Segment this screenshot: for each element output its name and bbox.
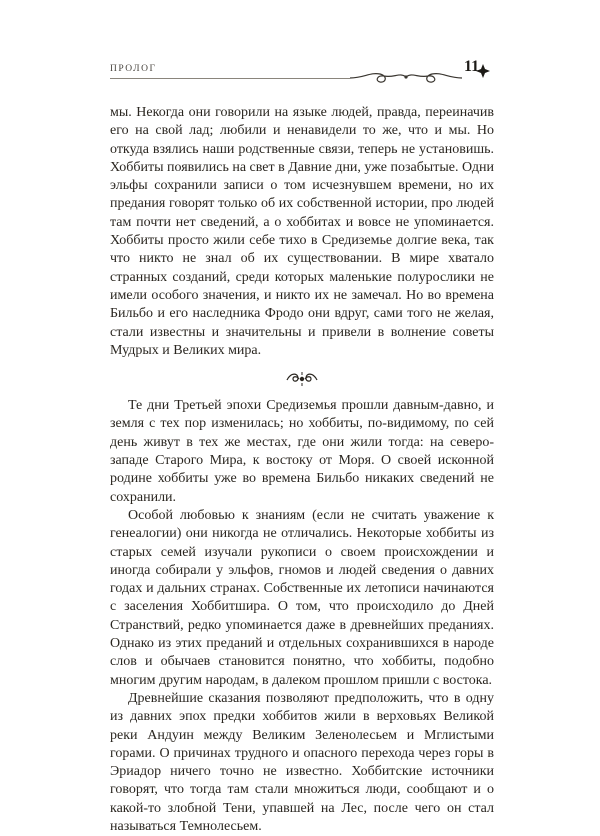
paragraph: Древнейшие сказания позволяют предположить, что в одну из давних эпох предки хоббитов жили в верховьях Великой реки Андуин между Великим Зеленолесьем и Мглистыми горами. О причинах трудного и опасного перехода через горы в Эриадор ничего точно не известно. Хоббитские источники говорят, что тогда там стали множиться люди, сообщают и о какой-то злобной Тени, упавшей на Лес, после чего он стал называться Темнолесьем.: [110, 690, 494, 834]
page-number: 11: [464, 58, 480, 75]
paragraph: Особой любовью к знаниям (если не считать уважение к генеалогии) они никогда не отличались. Некоторые хоббиты из старых семей изучали рукописи о своем происхождении и иногда собирали у эльфов, гномов и людей сведения о давних годах и дальних странах. Собственные их летописи начинаются с заселения Хоббитшира. О том, что происходило до Дней Странствий, редко упоминается даже в древнейших преданиях. Однако из этих преданий и отдельных сохранившихся в народе слов и обычаев становится понятно, что хоббиты, подобно многим другим народам, в далеком прошлом пришли с востока.: [110, 507, 494, 688]
running-title: ПРОЛОГ: [110, 64, 157, 74]
header-ornament-icon: [350, 68, 462, 86]
header-rule: [110, 78, 350, 79]
paragraph: Те дни Третьей эпохи Средиземья прошли давным-давно, и земля с тех пор изменилась; но хоббиты, по-видимому, по сей день живут в тех же местах, где они жили тогда: на северо-западе Старого Мира, к востоку от Моря. О своей исконной родине хоббиты уже во времена Бильбо никаких сведений не сохранили.: [110, 398, 494, 505]
fleuron-icon: [476, 64, 490, 78]
divider-ornament-icon: [285, 367, 319, 389]
paragraph: мы. Некогда они говорили на языке людей, правда, переиначив его на свой лад; любили и ненавидели то же, что и мы. Но откуда взялись наши родственные связи, теперь не установишь. Хоббиты появились на свет в Давние дни, уже позабытые. Одни эльфы сохранили записи о том исчезнувшем времени, но их предания говорят только об их собственной истории, про людей там почти нет сведений, а о хоббитах и вовсе не упоминается. Хоббиты просто жили себе тихо в Средиземье долгие века, так что никто не знал об их существовании. В мире хватало странных созданий, среди которых маленькие полурослики не имели особого значения, и никто их не замечал. Но во времена Бильбо и его наследника Фродо они вдруг, сами того не желая, стали известны и значительны и привели в волнение советы Мудрых и Великих мира.: [110, 105, 494, 358]
body-text: [110, 104, 494, 836]
section-divider: [110, 367, 494, 393]
page-header: [110, 60, 495, 80]
